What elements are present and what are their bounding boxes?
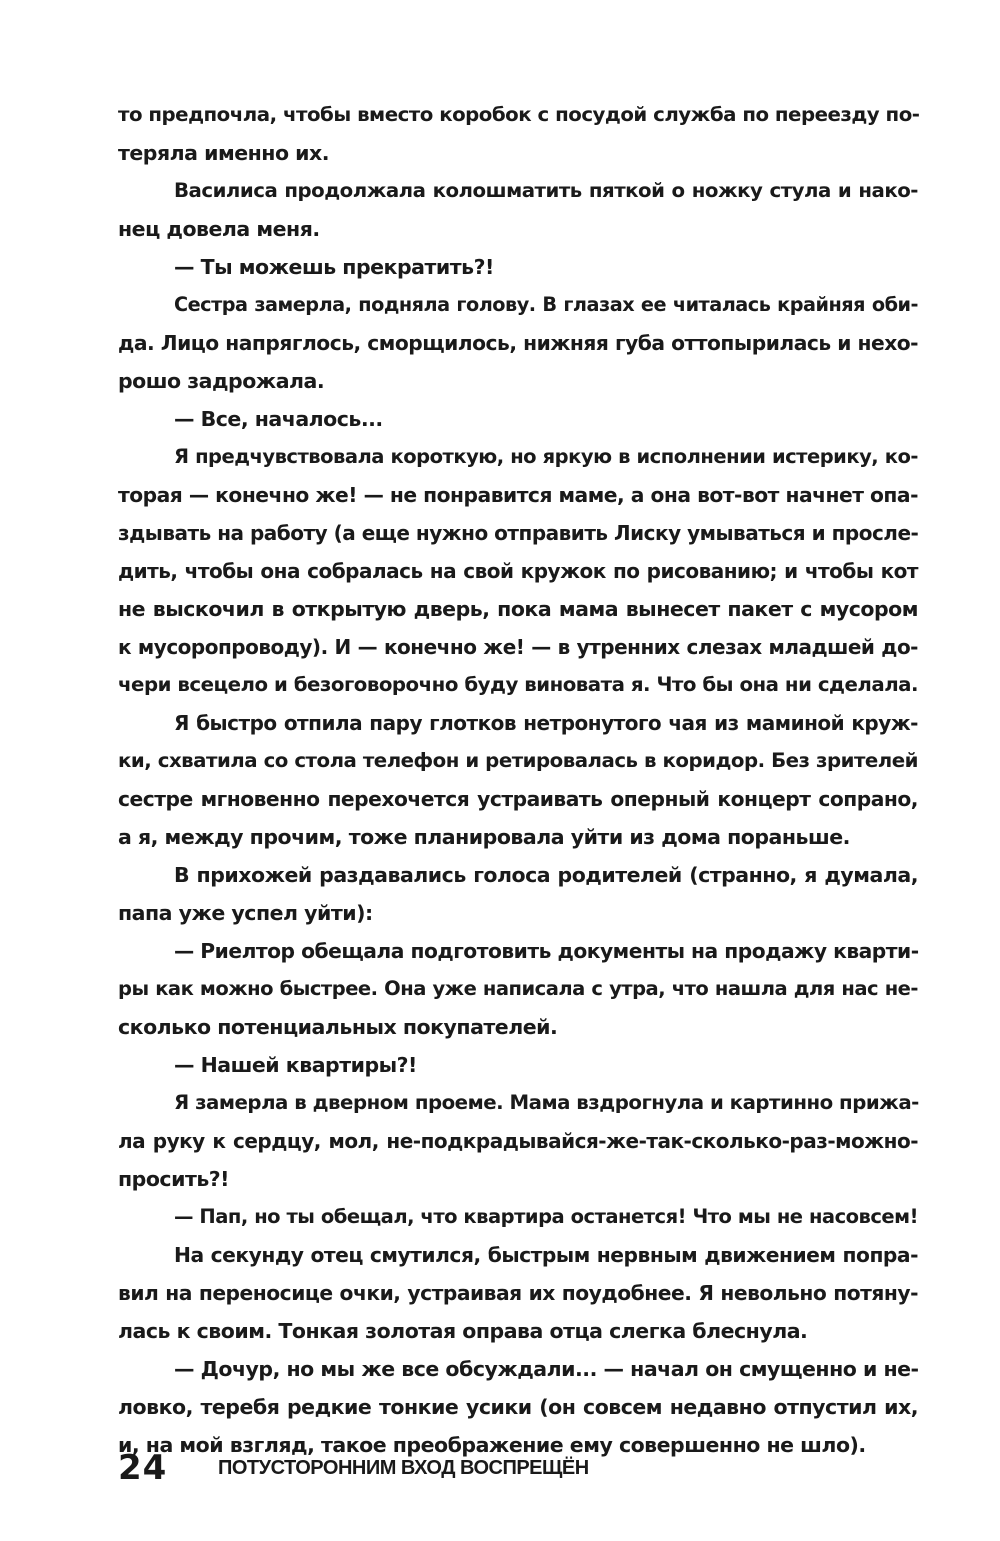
text-line: дить, чтобы она собралась на свой кружок по рисованию; и чтобы кот [118, 559, 918, 583]
text-line: чери всецело и безоговорочно буду виновата я. Что бы она ни сделала. [118, 673, 918, 696]
text-line: а я, между прочим, тоже планировала уйти из дома пораньше. [118, 825, 850, 849]
text-line: Я быстро отпила пару глотков нетронутого чая из маминой круж- [174, 711, 918, 735]
text-line: — Ты можешь прекратить?! [174, 255, 494, 279]
text-line: вил на переносице очки, устраивая их поудобнее. Я невольно потяну- [118, 1281, 918, 1305]
text-line: В прихожей раздавались голоса родителей (странно, я думала, [174, 863, 918, 887]
text-line: то предпочла, чтобы вместо коробок с посудой служба по переезду по- [118, 103, 920, 126]
text-line: — Риелтор обещала подготовить документы на продажу кварти- [174, 939, 919, 963]
text-line: сестре мгновенно перехочется устраивать оперный концерт сопрано, [118, 787, 918, 811]
text-line: просить?! [118, 1167, 230, 1191]
text-line: ловко, теребя редкие тонкие усики (он совсем недавно отпустил их, [118, 1395, 918, 1419]
text-line: теряла именно их. [118, 141, 330, 165]
text-line: и, на мой взгляд, такое преображение ему совершенно не шло). [118, 1433, 866, 1457]
text-line: не выскочил в открытую дверь, пока мама вынесет пакет с мусором [118, 597, 918, 621]
text-line: папа уже успел уйти): [118, 901, 373, 925]
text-line: здывать на работу (а еще нужно отправить Лиску умываться и просле- [118, 521, 919, 545]
text-line: лась к своим. Тонкая золотая оправа отца слегка блеснула. [118, 1319, 808, 1343]
text-line: рошо задрожала. [118, 369, 325, 393]
text-line: нец довела меня. [118, 217, 320, 241]
page-number: 24 [118, 1448, 168, 1488]
running-title: ПОТУСТОРОННИМ ВХОД ВОСПРЕЩЁН [218, 1456, 589, 1479]
text-line: к мусоропроводу). И — конечно же! — в утренних слезах младшей до- [118, 635, 918, 659]
text-line: На секунду отец смутился, быстрым нервным движением попра- [174, 1243, 918, 1267]
text-line: — Все, началось... [174, 407, 383, 431]
text-line: — Нашей квартиры?! [174, 1053, 417, 1077]
text-line: ки, схватила со стола телефон и ретировалась в коридор. Без зрителей [118, 749, 918, 772]
text-line: торая — конечно же! — не понравится маме, а она вот-вот начнет опа- [118, 483, 918, 507]
body-text [118, 96, 918, 1464]
text-line: Сестра замерла, подняла голову. В глазах ее читалась крайняя оби- [174, 293, 918, 316]
text-line: — Дочур, но мы же все обсуждали... — начал он смущенно и не- [174, 1357, 919, 1381]
text-line: Я предчувствовала короткую, но яркую в исполнении истерику, ко- [174, 445, 918, 468]
text-line: Я замерла в дверном проеме. Мама вздрогнула и картинно прижа- [174, 1091, 919, 1114]
text-line: ры как можно быстрее. Она уже написала с утра, что нашла для нас не- [118, 977, 918, 1000]
text-line: — Пап, но ты обещал, что квартира останется! Что мы не насовсем! [174, 1205, 918, 1228]
text-line: Василиса продолжала колошматить пяткой о ножку стула и нако- [174, 179, 918, 202]
page-footer [118, 1448, 918, 1488]
text-line: да. Лицо напряглось, сморщилось, нижняя губа оттопырилась и нехо- [118, 331, 919, 355]
text-line: сколько потенциальных покупателей. [118, 1015, 558, 1039]
text-line: ла руку к сердцу, мол, не-подкрадывайся-же-так-сколько-раз-можно- [118, 1129, 918, 1153]
